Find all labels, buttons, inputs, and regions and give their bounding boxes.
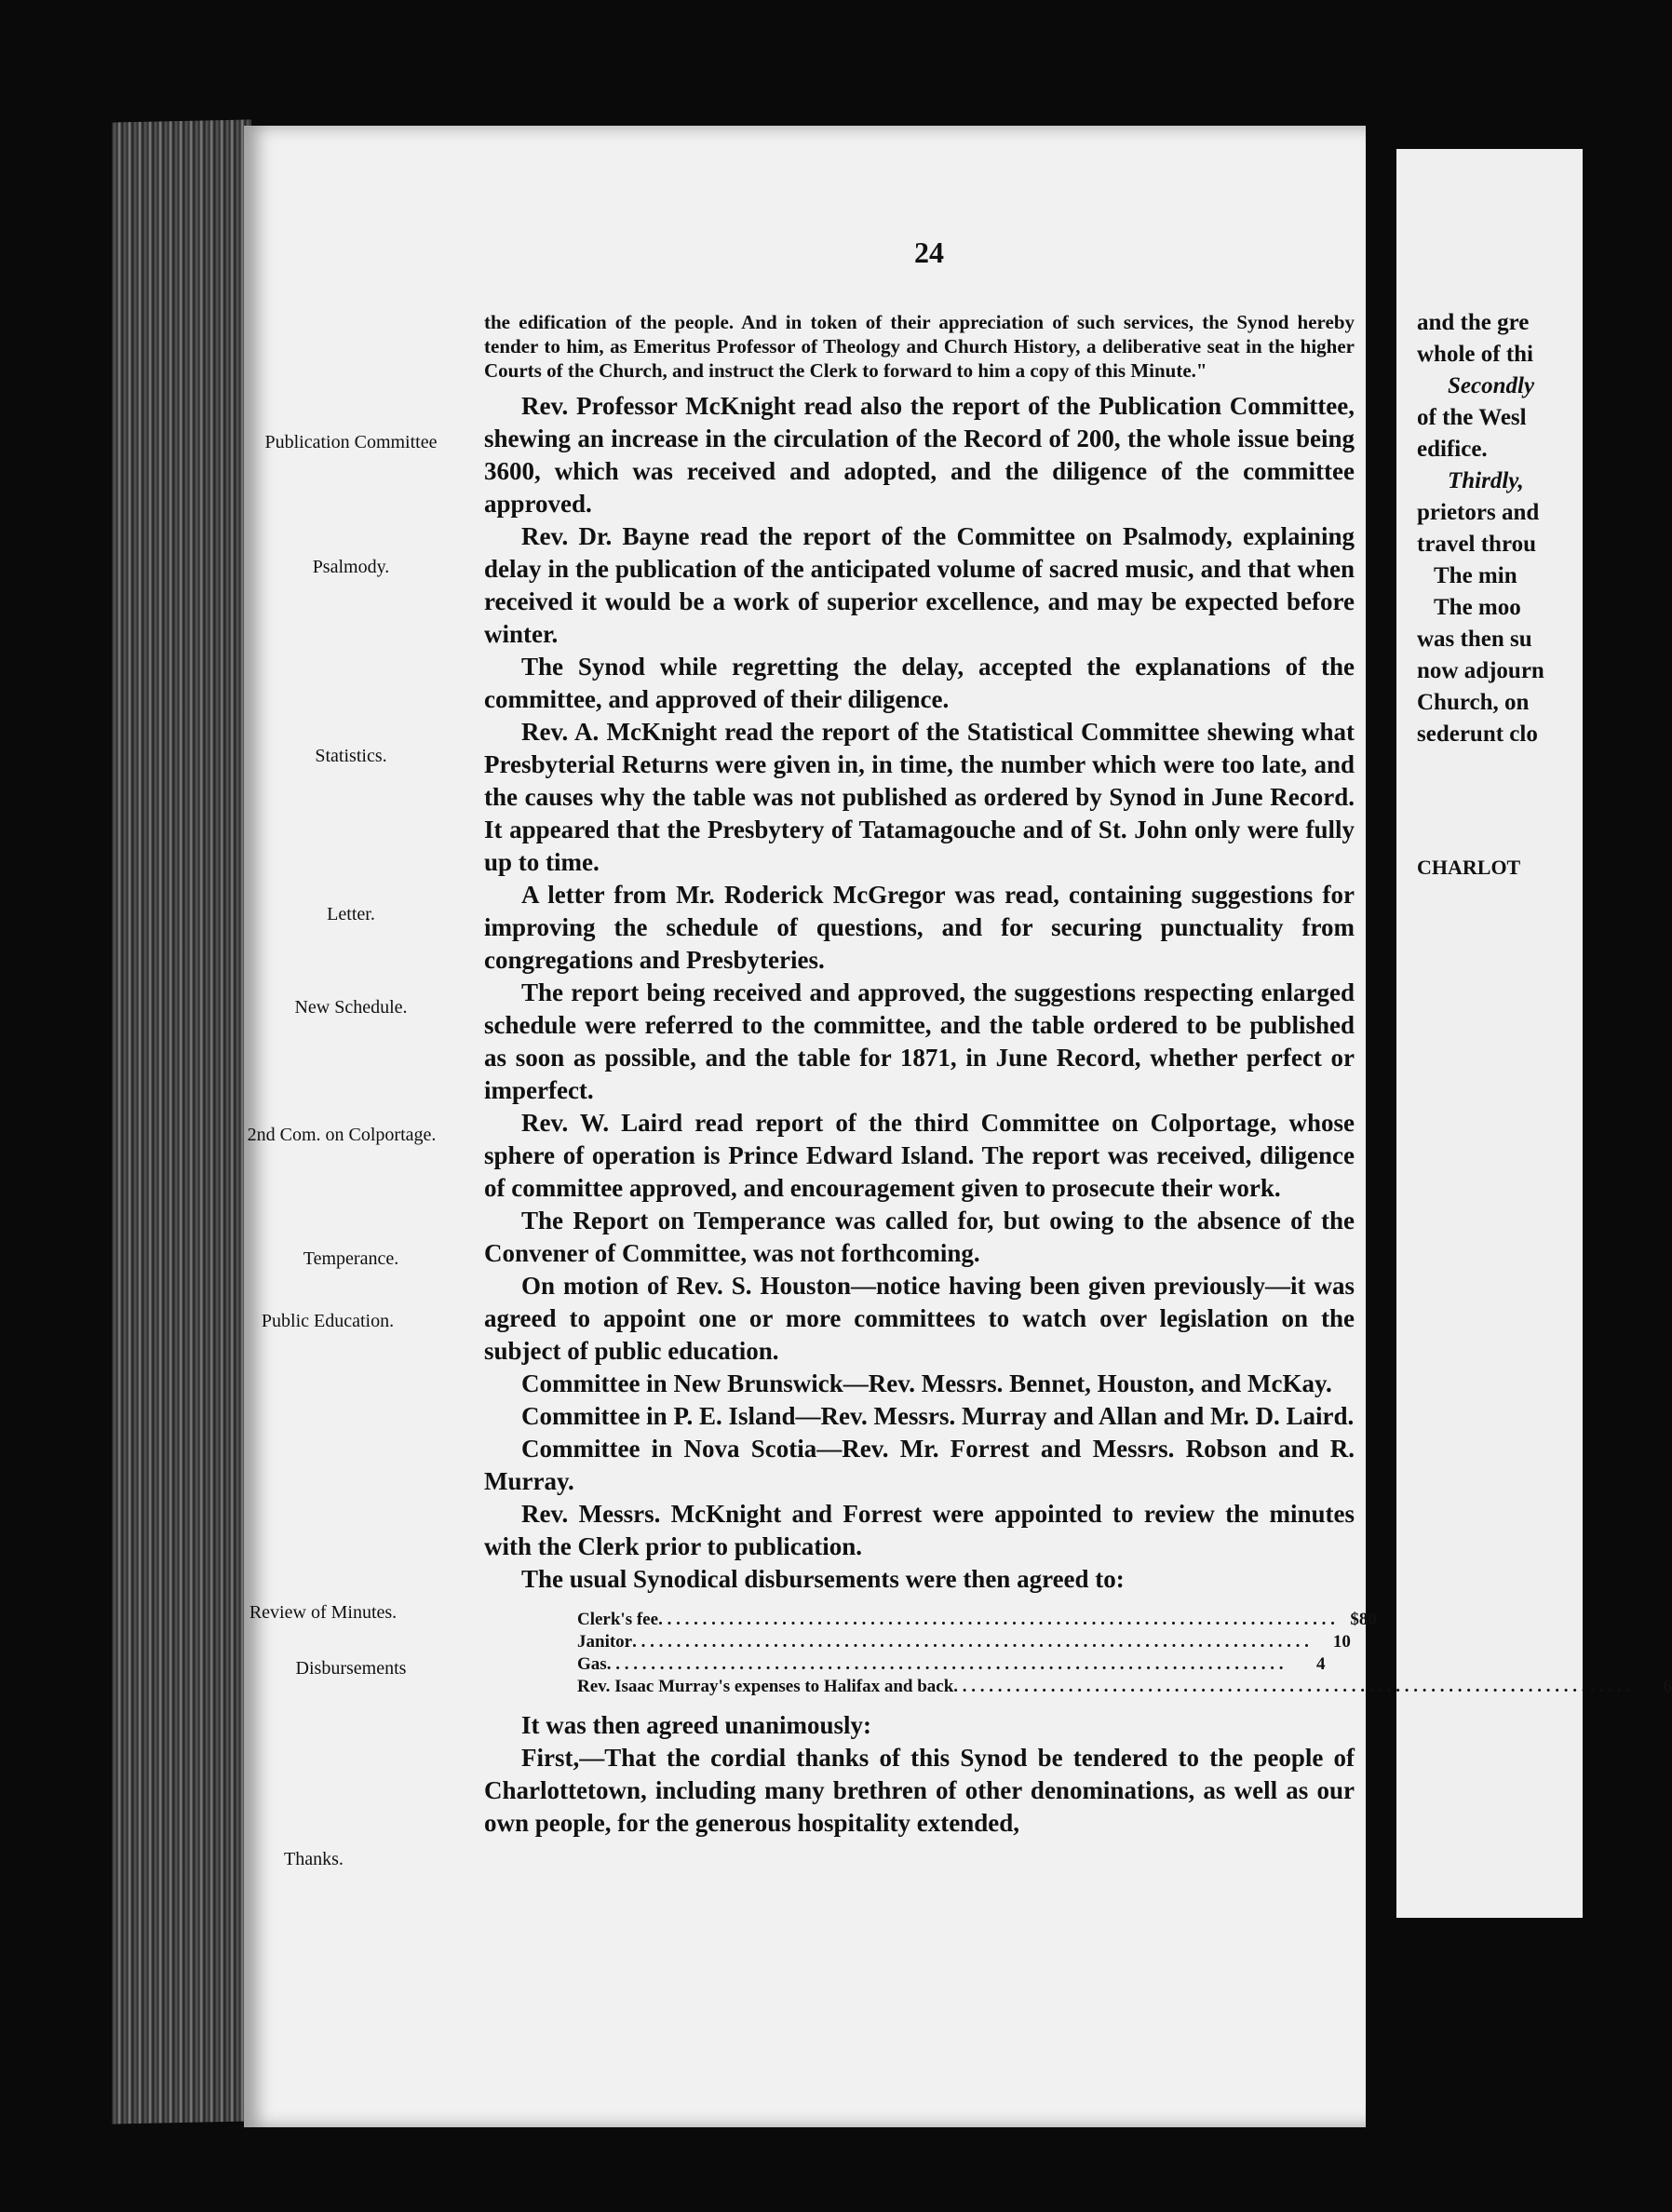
paragraph-committee-pei: Committee in P. E. Island—Rev. Messrs. Murray and Allan and Mr. D. Laird. (521, 1402, 1355, 1430)
paragraph-synod-regret: The Synod while regretting the delay, accepted the explanations of the committee, and approved of their diligence. (484, 653, 1355, 713)
right-line: sederunt clo (1417, 722, 1538, 747)
fee-label: Rev. Isaac Murray's expenses to Halifax and back (577, 1677, 954, 1696)
right-heading: CHARLOT (1417, 856, 1521, 879)
margin-note-statistics: Statistics. (315, 746, 387, 766)
margin-note-review: Review of Minutes. (249, 1602, 398, 1623)
fee-label: Clerk's fee (577, 1610, 659, 1629)
right-page-fragment (1396, 149, 1583, 1918)
right-line: was then su (1417, 627, 1532, 652)
fee-row: Gas . . . . . . . . . . . . . . . . . . . . . . . . . . . . . . . . . . . . . . . . . . . . . . . . . . . . . . . . . . . . . . . . . . . . . . . . . . . . . 4 (577, 1654, 1326, 1674)
fee-amount: 10 (1332, 1632, 1351, 1652)
right-line: travel throu (1417, 532, 1536, 557)
margin-note-disbursements: Disbursements (295, 1658, 407, 1679)
right-line: The moo (1434, 595, 1521, 620)
margin-note-psalmody: Psalmody. (312, 557, 390, 577)
paragraph-letter: A letter from Mr. Roderick McGregor was read, containing suggestions for improving the schedule of questions, and for securing punctuality from congregations and Presbyteries. (484, 881, 1355, 974)
paragraph-public-education: On motion of Rev. S. Houston—notice having been given previously—it was agreed to appoint one or more committees to watch over legislation on the subject of public education. (484, 1272, 1355, 1365)
paragraph-committee-nb: Committee in New Brunswick—Rev. Messrs. Bennet, Houston, and McKay. (521, 1369, 1332, 1397)
right-line: now adjourn (1417, 658, 1544, 683)
fee-row: Janitor . . . . . . . . . . . . . . . . . . . . . . . . . . . . . . . . . . . . . . . . . . . . . . . . . . . . . . . . . . . . . . . . . . . . . . . . . . . . . 10 (577, 1632, 1351, 1652)
paragraph-new-schedule: The report being received and approved, the suggestions respecting enlarged schedule were referred to the committee, and the table ordered to be published as soon as possible, and the table for 1871, in June Record, whether perfect or imperfect. (484, 978, 1355, 1104)
paragraph-committee-ns: Committee in Nova Scotia—Rev. Mr. Forrest and Messrs. Robson and R. Murray. (484, 1435, 1355, 1495)
margin-note-temperance: Temperance. (303, 1248, 399, 1269)
paragraph-temperance: The Report on Temperance was called for, but owing to the absence of the Convener of Committee, was not forthcoming. (484, 1207, 1355, 1267)
fee-row: Clerk's fee . . . . . . . . . . . . . . . . . . . . . . . . . . . . . . . . . . . . . . . . . . . . . . . . . . . . . . . . . . . . . . . . . . . . . . . . . . . . . $80 (577, 1610, 1377, 1629)
margin-note-publication: Publication Committee (264, 432, 438, 452)
right-line: and the gre (1417, 310, 1530, 335)
paragraph-disbursements: The usual Synodical disbursements were then agreed to: (521, 1565, 1125, 1593)
right-line: of the Wesl (1417, 405, 1527, 430)
margin-note-thanks: Thanks. (284, 1849, 344, 1869)
margin-note-public-education: Public Education. (261, 1311, 395, 1331)
paragraph-review: Rev. Messrs. McKnight and Forrest were appointed to review the minutes with the Clerk prior to publication. (484, 1500, 1355, 1560)
paragraph-psalmody: Rev. Dr. Bayne read the report of the Committee on Psalmody, explaining delay in the publication of the anticipated volume of sacred music, and that when received it would be a work of superior excellence, and may be expected before winter. (484, 522, 1355, 648)
right-line: The min (1434, 563, 1517, 588)
fee-label: Janitor (577, 1632, 633, 1652)
quote-text: the edification of the people. And in token of their appreciation of such services, the Synod hereby tender to him, as Emeritus Professor of Theology and Church History, a deliberative seat in the higher Courts of the Church, and instruct the Clerk to forward to him a copy of this Minute." (484, 311, 1355, 382)
right-line: Secondly (1448, 373, 1535, 398)
fee-list (577, 1609, 1672, 1698)
right-line: prietors and (1417, 500, 1540, 525)
paragraph-agreed: It was then agreed unanimously: (521, 1711, 872, 1739)
margin-note-new-schedule: New Schedule. (294, 997, 408, 1018)
fee-amount: 4 (1315, 1654, 1326, 1674)
fee-amount: 6 (1663, 1677, 1672, 1696)
quote-block (484, 310, 1355, 383)
page-number: 24 (914, 236, 944, 269)
fee-row: Rev. Isaac Murray's expenses to Halifax and back . . . . . . . . . . . . . . . . . . . . . . . . . . . . . . . . . . . . . . . . . . . . . . . . . . . . . . . . . . . . . . . . . . . . . . . . . . . . . 6 (577, 1677, 1672, 1696)
paragraph-colportage: Rev. W. Laird read report of the third Committee on Colportage, whose sphere of operation is Prince Edward Island. The report was received, diligence of committee approved, and encouragement given to prosecute their work. (484, 1109, 1355, 1202)
fee-label: Gas (577, 1654, 607, 1674)
right-line: Thirdly, (1448, 468, 1524, 493)
margin-note-colportage: 2nd Com. on Colportage. (247, 1125, 437, 1145)
fee-amount: $80 (1350, 1610, 1377, 1629)
paragraph-publication: Rev. Professor McKnight read also the report of the Publication Committee, shewing an increase in the circulation of the Record of 200, the whole issue being 3600, which was received and adopted, and the diligence of the committee approved. (484, 392, 1355, 518)
paragraph-thanks: First,—That the cordial thanks of this Synod be tendered to the people of Charlottetown, including many brethren of other denominations, as well as our own people, for the generous hospitality extended, (484, 1744, 1355, 1837)
margin-note-letter: Letter. (327, 904, 375, 924)
right-line: Church, on (1417, 690, 1530, 715)
right-line: whole of thi (1417, 342, 1533, 367)
paragraph-statistics: Rev. A. McKnight read the report of the Statistical Committee shewing what Presbyterial Returns were given in, in time, the number which were too late, and the causes why the table was not published as ordered by Synod in June Record. It appeared that the Presbytery of Tatamagouche and of St. John only were fully up to time. (484, 718, 1355, 876)
book-binding (112, 119, 251, 2124)
right-line: edifice. (1417, 437, 1488, 462)
